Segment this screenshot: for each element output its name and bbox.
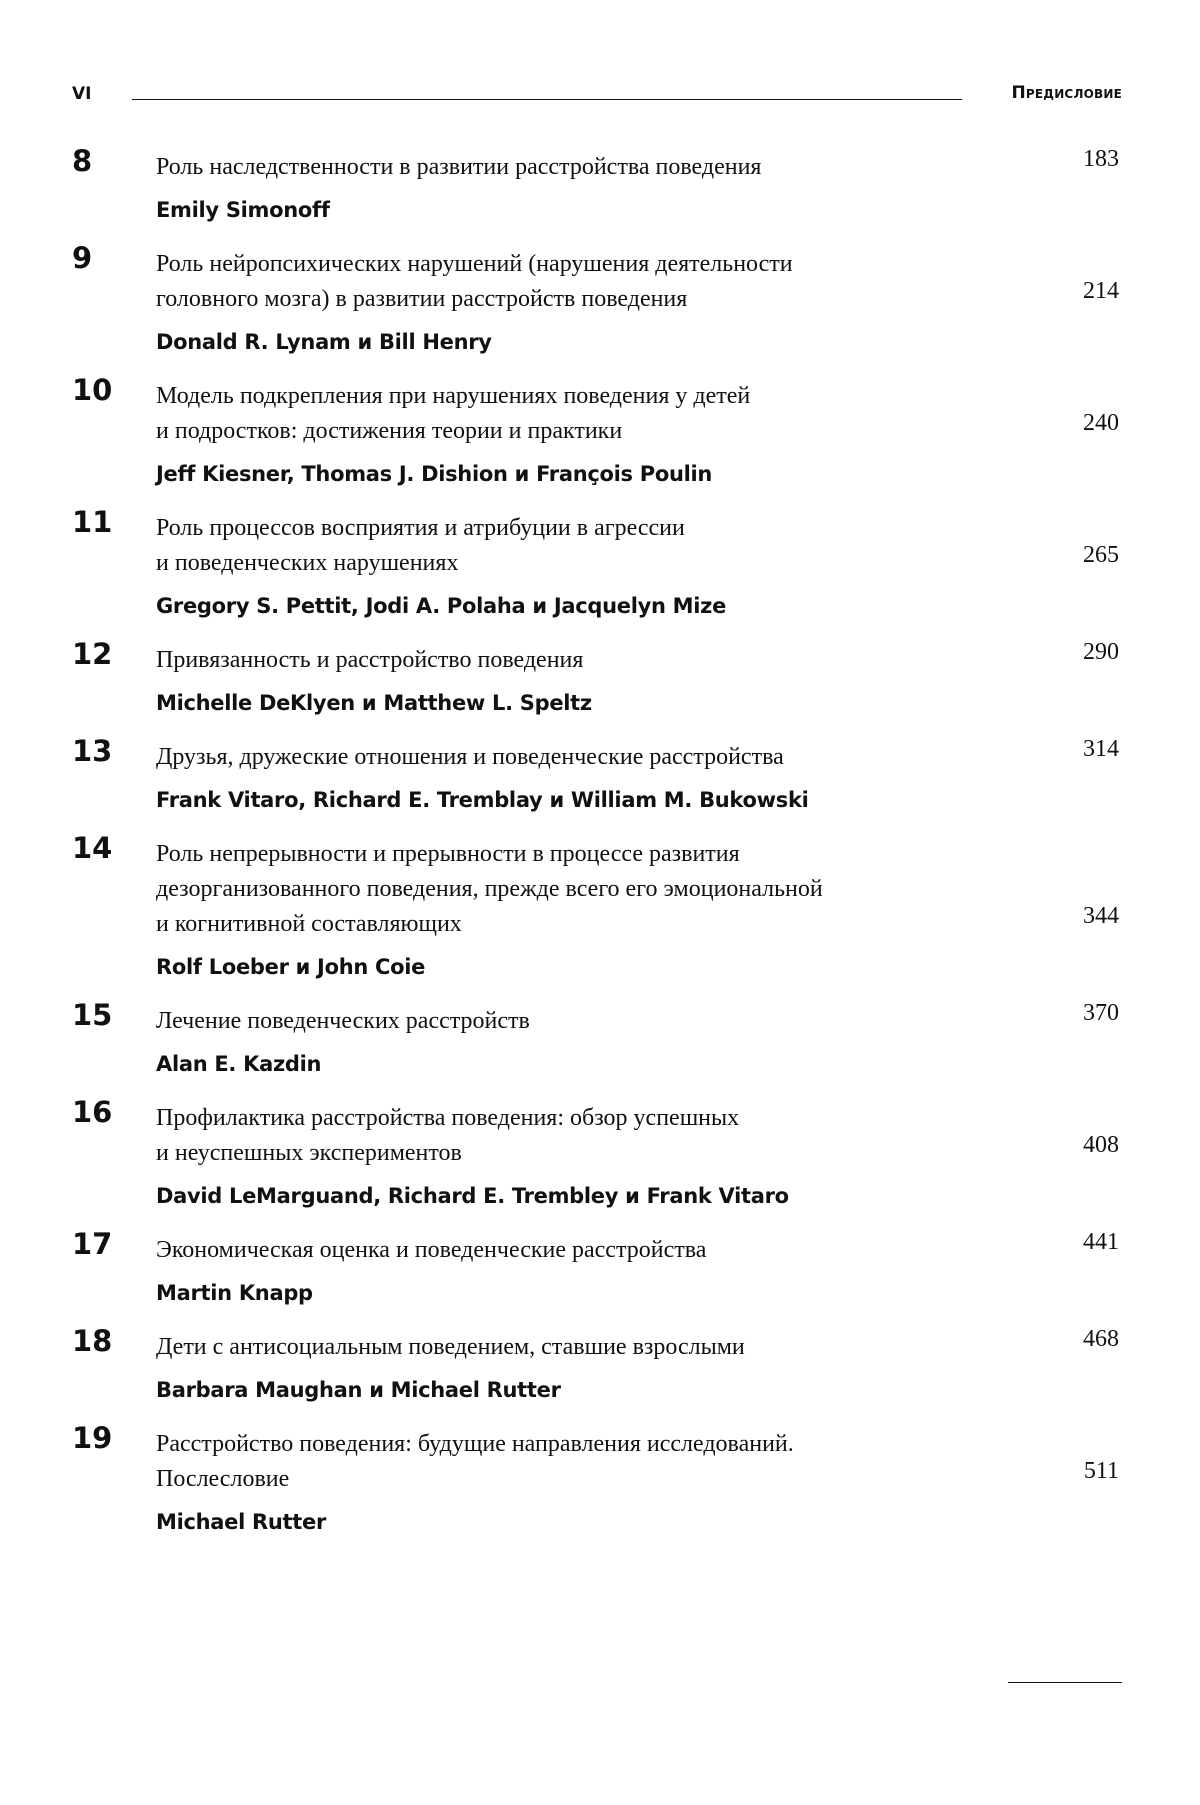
page-header <box>72 80 1122 110</box>
chapter-title-line: Роль нейропсихических нарушений (нарушения деятельности <box>156 251 793 277</box>
toc-entry <box>72 1421 1122 1537</box>
chapter-number: 16 <box>72 1095 113 1129</box>
chapter-title <box>156 740 972 775</box>
chapter-number: 12 <box>72 637 113 671</box>
toc-entry <box>72 1095 1122 1211</box>
chapter-title-line: Профилактика расстройства поведения: обзор успешных <box>156 1105 740 1131</box>
chapter-authors: Michelle DeKlyen и Matthew L. Speltz <box>156 691 592 715</box>
chapter-title-line: Привязанность и расстройство поведения <box>156 647 584 673</box>
chapter-title-line: Роль процессов восприятия и атрибуции в агрессии <box>156 515 685 541</box>
end-rule <box>1008 1682 1122 1683</box>
chapter-title <box>156 643 972 678</box>
chapter-title-line: Послесловие <box>156 1466 290 1492</box>
toc-entry <box>72 144 1122 225</box>
chapter-authors: David LeMarguand, Richard E. Trembley и Frank Vitaro <box>156 1184 789 1208</box>
chapter-number: 19 <box>72 1421 113 1455</box>
toc-entry <box>72 734 1122 815</box>
chapter-title-line: Дети с антисоциальным поведением, ставшие взрослыми <box>156 1334 745 1360</box>
chapter-authors: Michael Rutter <box>156 1510 327 1534</box>
chapter-title <box>156 1427 972 1497</box>
running-head: Предисловие <box>1011 83 1122 103</box>
chapter-title-line: Друзья, дружеские отношения и поведенческие расстройства <box>156 744 784 770</box>
chapter-title <box>156 837 972 942</box>
chapter-authors: Rolf Loeber и John Coie <box>156 955 426 979</box>
chapter-page-number: 370 <box>1083 1000 1119 1026</box>
chapter-page-number: 265 <box>1083 542 1119 568</box>
chapter-title-line: Лечение поведенческих расстройств <box>156 1008 530 1034</box>
page-folio: VI <box>72 84 92 104</box>
chapter-title-line: и когнитивной составляющих <box>156 911 462 937</box>
chapter-page-number: 468 <box>1083 1326 1119 1352</box>
chapter-number: 8 <box>72 144 93 178</box>
chapter-title <box>156 1330 972 1365</box>
chapter-page-number: 441 <box>1083 1229 1119 1255</box>
chapter-authors: Frank Vitaro, Richard E. Tremblay и William M. Bukowski <box>156 788 809 812</box>
chapter-title-line: и неуспешных экспериментов <box>156 1140 462 1166</box>
chapter-page-number: 240 <box>1083 410 1119 436</box>
chapter-title <box>156 1233 972 1268</box>
chapter-authors: Alan E. Kazdin <box>156 1052 322 1076</box>
chapter-title <box>156 1101 972 1171</box>
toc-entry <box>72 505 1122 621</box>
chapter-authors: Gregory S. Pettit, Jodi A. Polaha и Jacquelyn Mize <box>156 594 727 618</box>
chapter-authors: Jeff Kiesner, Thomas J. Dishion и François Poulin <box>156 462 713 486</box>
chapter-authors: Donald R. Lynam и Bill Henry <box>156 330 492 354</box>
chapter-number: 9 <box>72 241 93 275</box>
chapter-page-number: 408 <box>1083 1132 1119 1158</box>
chapter-page-number: 314 <box>1083 736 1119 762</box>
toc-entry <box>72 998 1122 1079</box>
chapter-number: 17 <box>72 1227 113 1261</box>
chapter-title-line: Расстройство поведения: будущие направления исследований. <box>156 1431 794 1457</box>
chapter-authors: Martin Knapp <box>156 1281 313 1305</box>
chapter-title <box>156 247 972 317</box>
header-rule <box>132 99 962 100</box>
toc-entry <box>72 1227 1122 1308</box>
chapter-title <box>156 1004 972 1039</box>
chapter-title-line: дезорганизованного поведения, прежде всего его эмоциональной <box>156 876 823 902</box>
chapter-page-number: 183 <box>1083 146 1119 172</box>
chapter-number: 18 <box>72 1324 113 1358</box>
chapter-page-number: 344 <box>1083 903 1119 929</box>
chapter-title <box>156 379 972 449</box>
chapter-authors: Emily Simonoff <box>156 198 330 222</box>
chapter-title-line: Роль наследственности в развитии расстройства поведения <box>156 154 762 180</box>
chapter-page-number: 214 <box>1083 278 1119 304</box>
chapter-title-line: головного мозга) в развитии расстройств поведения <box>156 286 688 312</box>
chapter-title-line: Экономическая оценка и поведенческие расстройства <box>156 1237 707 1263</box>
chapter-number: 14 <box>72 831 113 865</box>
chapter-title <box>156 150 972 185</box>
toc-entry <box>72 637 1122 718</box>
toc-entry <box>72 831 1122 982</box>
chapter-title <box>156 511 972 581</box>
chapter-page-number: 290 <box>1083 639 1119 665</box>
chapter-number: 10 <box>72 373 113 407</box>
chapter-number: 13 <box>72 734 113 768</box>
toc-entry <box>72 241 1122 357</box>
chapter-title-line: и подростков: достижения теории и практики <box>156 418 623 444</box>
chapter-title-line: Роль непрерывности и прерывности в процессе развития <box>156 841 740 867</box>
chapter-number: 15 <box>72 998 113 1032</box>
table-of-contents <box>72 144 1122 1559</box>
chapter-number: 11 <box>72 505 113 539</box>
chapter-title-line: и поведенческих нарушениях <box>156 550 459 576</box>
toc-entry <box>72 1324 1122 1405</box>
chapter-title-line: Модель подкрепления при нарушениях поведения у детей <box>156 383 751 409</box>
chapter-page-number: 511 <box>1083 1458 1119 1484</box>
chapter-authors: Barbara Maughan и Michael Rutter <box>156 1378 561 1402</box>
toc-entry <box>72 373 1122 489</box>
